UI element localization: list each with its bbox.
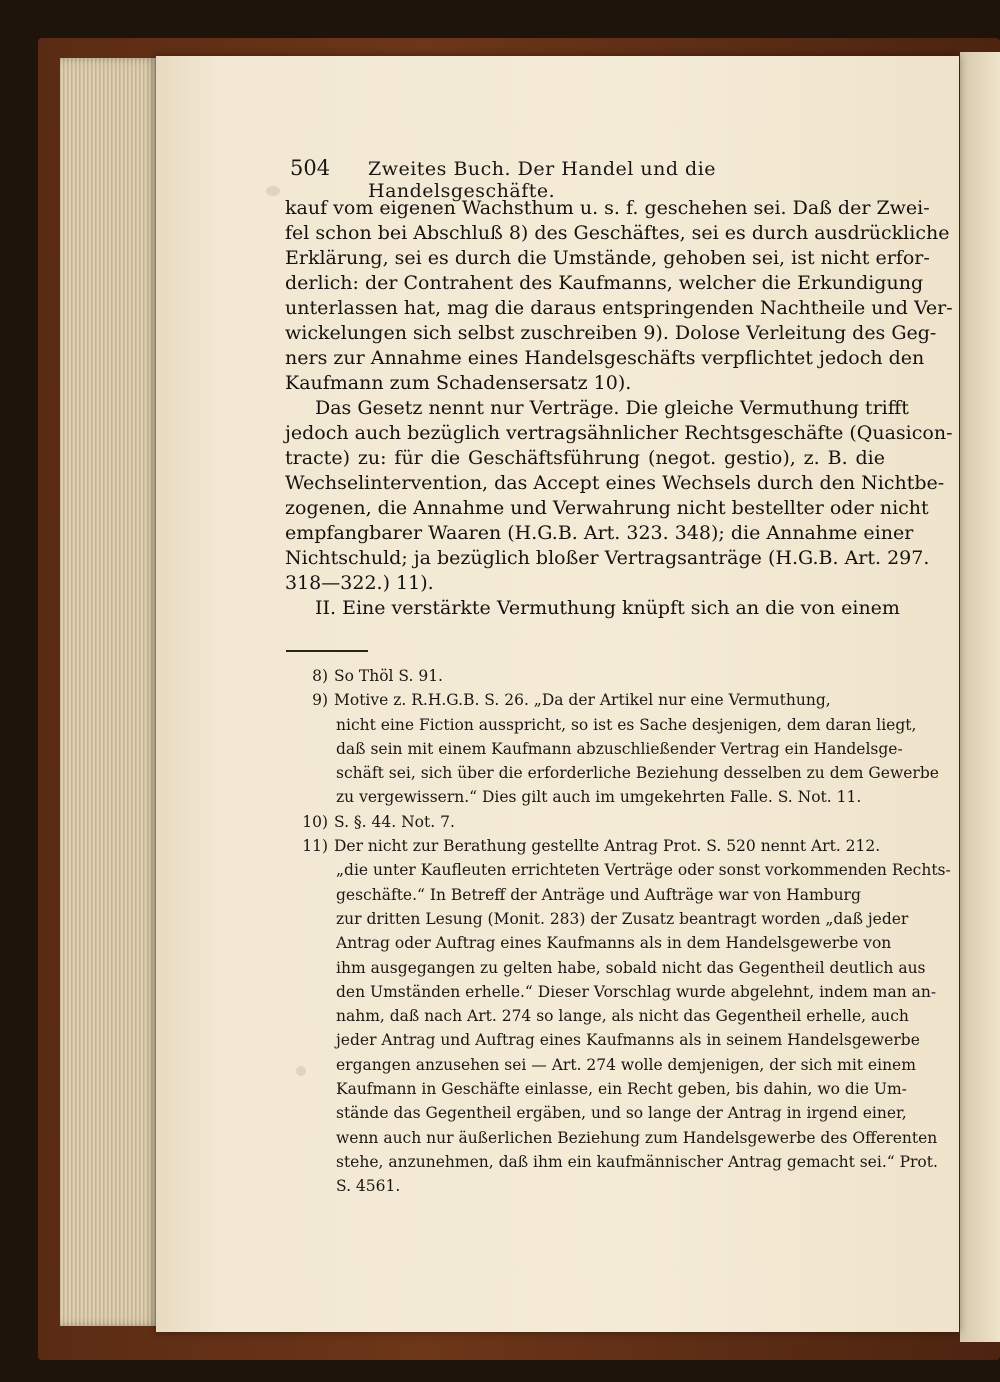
footnote-text: Kaufmann in Geschäfte einlasse, ein Recht geben, bis dahin, wo die Um- xyxy=(336,1080,907,1099)
section-heading-line: II. Eine verstärkte Vermuthung knüpft sich an die von einem xyxy=(315,597,900,619)
text-line: Wechselintervention, das Accept eines Wechsels durch den Nichtbe- xyxy=(285,472,945,494)
text-line: fel schon bei Abschluß 8) des Geschäftes, sei es durch ausdrückliche xyxy=(285,222,950,244)
footnote-text: stände das Gegentheil ergäben, und so lange der Antrag in irgend einer, xyxy=(336,1104,907,1123)
text-line: kauf vom eigenen Wachsthum u. s. f. geschehen sei. Daß der Zwei- xyxy=(285,197,930,219)
running-head: Zweites Buch. Der Handel und die Handelsgeschäfte. xyxy=(368,158,717,202)
facing-page-edge xyxy=(960,52,1000,1342)
footnote-number: 11) xyxy=(302,837,328,856)
page-header xyxy=(290,156,890,202)
footnote-9 xyxy=(292,688,882,712)
body-text xyxy=(285,196,953,621)
footnote-text: stehe, anzunehmen, daß ihm ein kaufmännischer Antrag gemacht sei.“ Prot. xyxy=(336,1152,938,1171)
footnote-number: 9) xyxy=(312,691,328,710)
text-line: derlich: der Contrahent des Kaufmanns, welcher die Erkundigung xyxy=(285,272,924,294)
footnotes xyxy=(292,664,951,1199)
footnote-8 xyxy=(292,664,882,688)
text-line: Nichtschuld; ja bezüglich bloßer Vertragsanträge (H.G.B. Art. 297. xyxy=(285,547,930,569)
footnote-text: ihm ausgegangen zu gelten habe, sobald nicht das Gegentheil deutlich aus xyxy=(336,958,926,977)
footnote-text: So Thöl S. 91. xyxy=(334,667,443,685)
footnote-text: ergangen anzusehen sei — Art. 274 wolle demjenigen, der sich mit einem xyxy=(336,1055,916,1074)
paper-stain xyxy=(266,186,280,196)
page-edges xyxy=(60,58,160,1326)
footnote-11 xyxy=(292,834,882,858)
text-line: Kaufmann zum Schadensersatz 10). xyxy=(285,372,632,394)
footnote-text: nahm, daß nach Art. 274 so lange, als nicht das Gegentheil erhelle, auch xyxy=(336,1007,909,1026)
footnote-text: „die unter Kaufleuten errichteten Verträge oder sonst vorkommenden Rechts- xyxy=(336,861,951,880)
footnote-text: Antrag oder Auftrag eines Kaufmanns als in dem Handelsgewerbe von xyxy=(336,934,892,953)
footnote-text: nicht eine Fiction ausspricht, so ist es Sache desjenigen, dem daran liegt, xyxy=(336,715,917,734)
text-line: ners zur Annahme eines Handelsgeschäfts verpflichtet jedoch den xyxy=(285,347,925,369)
footnote-text: Der nicht zur Berathung gestellte Antrag Prot. S. 520 nennt Art. 212. xyxy=(334,837,881,856)
footnote-text: S. 4561. xyxy=(336,1177,401,1196)
footnote-text: schäft sei, sich über die erforderliche Beziehung desselben zu dem Gewerbe xyxy=(336,764,939,783)
footnote-text: S. §. 44. Not. 7. xyxy=(334,812,455,831)
footnote-text: zu vergewissern.“ Dies gilt auch im umgekehrten Falle. S. Not. 11. xyxy=(336,788,862,807)
footnote-number: 10) xyxy=(302,812,328,831)
text-line: jedoch auch bezüglich vertragsähnlicher Rechtsgeschäfte (Quasicon- xyxy=(285,422,953,444)
text-line: unterlassen hat, mag die daraus entspringenden Nachtheile und Ver- xyxy=(285,297,953,319)
footnote-text: jeder Antrag und Auftrag eines Kaufmanns als in seinem Handelsgewerbe xyxy=(336,1031,920,1050)
text-line: wickelungen sich selbst zuschreiben 9). Dolose Verleitung des Geg- xyxy=(285,322,937,344)
text-line: empfangbarer Waaren (H.G.B. Art. 323. 348); die Annahme einer xyxy=(285,522,914,544)
text-line: tracte) zu: für die Geschäftsführung (negot. gestio), z. B. die xyxy=(285,447,885,469)
footnote-text: zur dritten Lesung (Monit. 283) der Zusatz beantragt worden „daß jeder xyxy=(336,909,909,928)
footnote-separator xyxy=(286,650,368,652)
footnote-10 xyxy=(292,810,882,834)
text-line: Das Gesetz nennt nur Verträge. Die gleiche Vermuthung trifft xyxy=(315,397,909,419)
footnote-text: den Umständen erhelle.“ Dieser Vorschlag wurde abgelehnt, indem man an- xyxy=(336,982,937,1001)
footnote-number: 8) xyxy=(312,667,328,685)
page-number: 504 xyxy=(290,156,331,180)
text-line: zogenen, die Annahme und Verwahrung nicht bestellter oder nicht xyxy=(285,497,929,519)
footnote-text: daß sein mit einem Kaufmann abzuschließender Vertrag ein Handelsge- xyxy=(336,739,903,758)
footnote-text: geschäfte.“ In Betreff der Anträge und Aufträge war von Hamburg xyxy=(336,885,861,904)
text-line: Erklärung, sei es durch die Umstände, gehoben sei, ist nicht erfor- xyxy=(285,247,930,269)
text-line: 318—322.) 11). xyxy=(285,572,434,594)
footnote-text: Motive z. R.H.G.B. S. 26. „Da der Artikel nur eine Vermuthung, xyxy=(334,691,831,710)
footnote-text: wenn auch nur äußerlichen Beziehung zum Handelsgewerbe des Offerenten xyxy=(336,1128,938,1147)
